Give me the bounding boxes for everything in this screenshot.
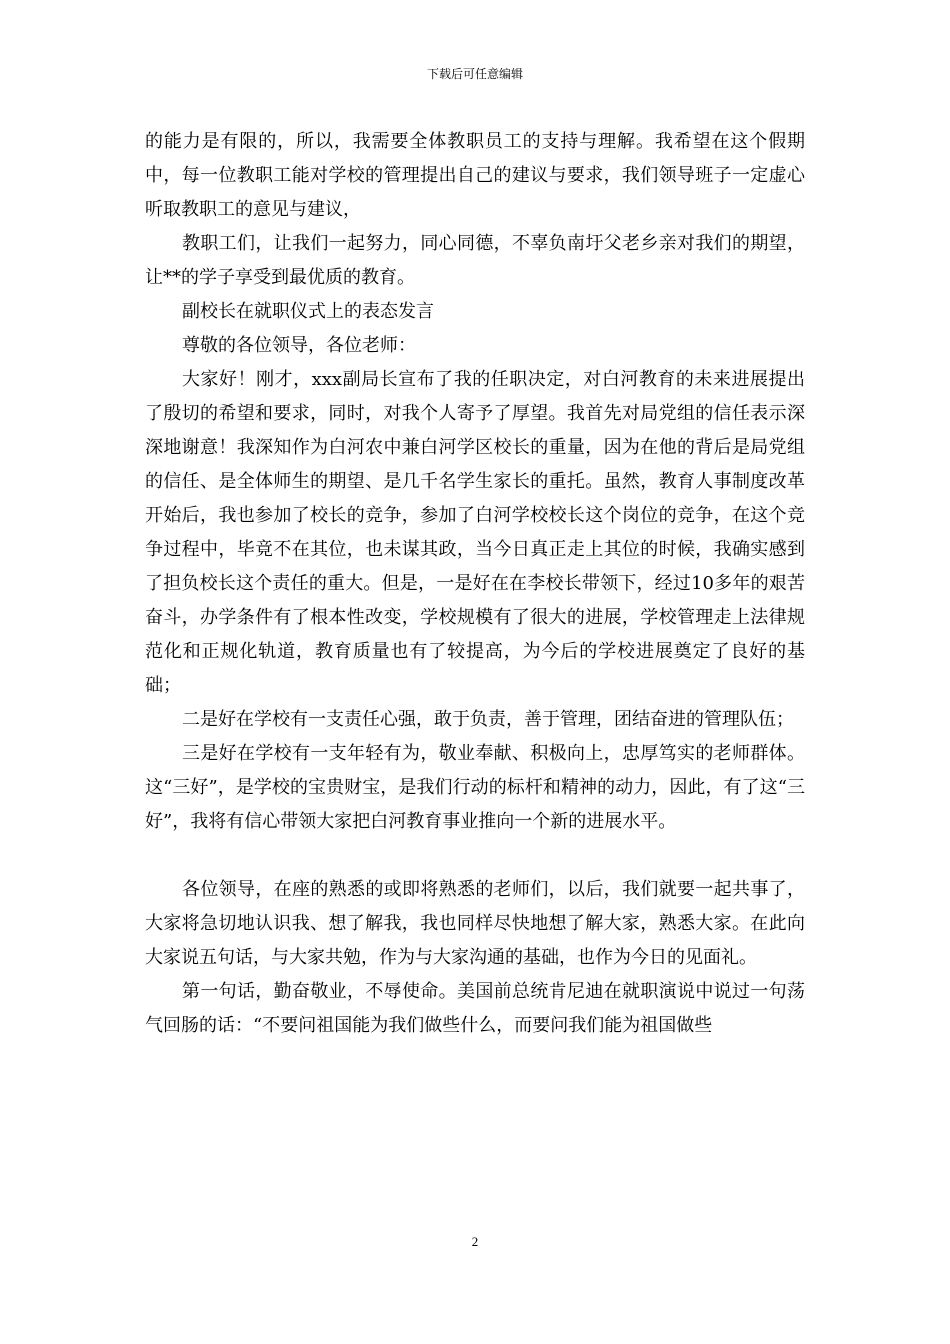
page-header: 下载后可任意编辑 (426, 67, 523, 81)
document-body (145, 125, 805, 1043)
paragraph-third-advantage: 三是好在学校有一支年轻有为，敬业奉献、积极向上，忠厚笃实的老师群体。这“三好”，是学校的宝贵财宝，是我们行动的标杆和精神的动力，因此，有了这“三好”，我将有信心带领大家把白河教育事业推向一个新的进展水平。 (145, 743, 805, 832)
blank-line (145, 839, 805, 873)
paragraph-greeting: 大家好！刚才，xxx副局长宣布了我的任职决定，对白河教育的未来进展提出了殷切的希望和要求，同时，对我个人寄予了厚望。我首先对局党组的信任表示深深地谢意！我深知作为白河农中兼白河学区校长的重量，因为在他的背后是局党组的信任、是全体师生的期望、是几千名学生家长的重托。虽然，教育人事制度改革开始后，我也参加了校长的竞争，参加了白河学校校长这个岗位的竞争，在这个竞争过程中，毕竟不在其位，也未谋其政，当今日真正走上其位的时候，我确实感到了担负校长这个责任的重大。但是，一是好在在李校长带领下，经过10多年的艰苦奋斗，办学条件有了根本性改变，学校规模有了很大的进展，学校管理走上法律规范化和正规化轨道，教育质量也有了较提高，为今后的学校进展奠定了良好的基础； (145, 369, 805, 696)
paragraph-continuation: 的能力是有限的，所以，我需要全体教职员工的支持与理解。我希望在这个假期中，每一位教职工能对学校的管理提出自己的建议与要求，我们领导班子一定虚心听取教职工的意见与建议， (145, 131, 805, 220)
section-title: 副校长在就职仪式上的表态发言 (182, 301, 434, 322)
paragraph-first-sentence: 第一句话，勤奋敬业，不辱使命。美国前总统肯尼迪在就职演说中说过一句荡气回肠的话：“不要问祖国能为我们做些什么，而要问我们能为祖国做些 (145, 981, 805, 1036)
paragraph-five-sentences: 各位领导，在座的熟悉的或即将熟悉的老师们，以后，我们就要一起共事了，大家将急切地认识我、想了解我，我也同样尽快地想了解大家，熟悉大家。在此向大家说五句话，与大家共勉，作为与大家沟通的基础，也作为今日的见面礼。 (145, 879, 805, 968)
page-number: 2 (471, 1234, 479, 1249)
salutation: 尊敬的各位领导，各位老师： (182, 335, 416, 356)
paragraph-call-to-teachers: 教职工们，让我们一起努力，同心同德，不辜负南圩父老乡亲对我们的期望，让**的学子享受到最优质的教育。 (145, 233, 805, 288)
paragraph-second-advantage: 二是好在学校有一支责任心强，敢于负责，善于管理，团结奋进的管理队伍； (182, 709, 794, 730)
